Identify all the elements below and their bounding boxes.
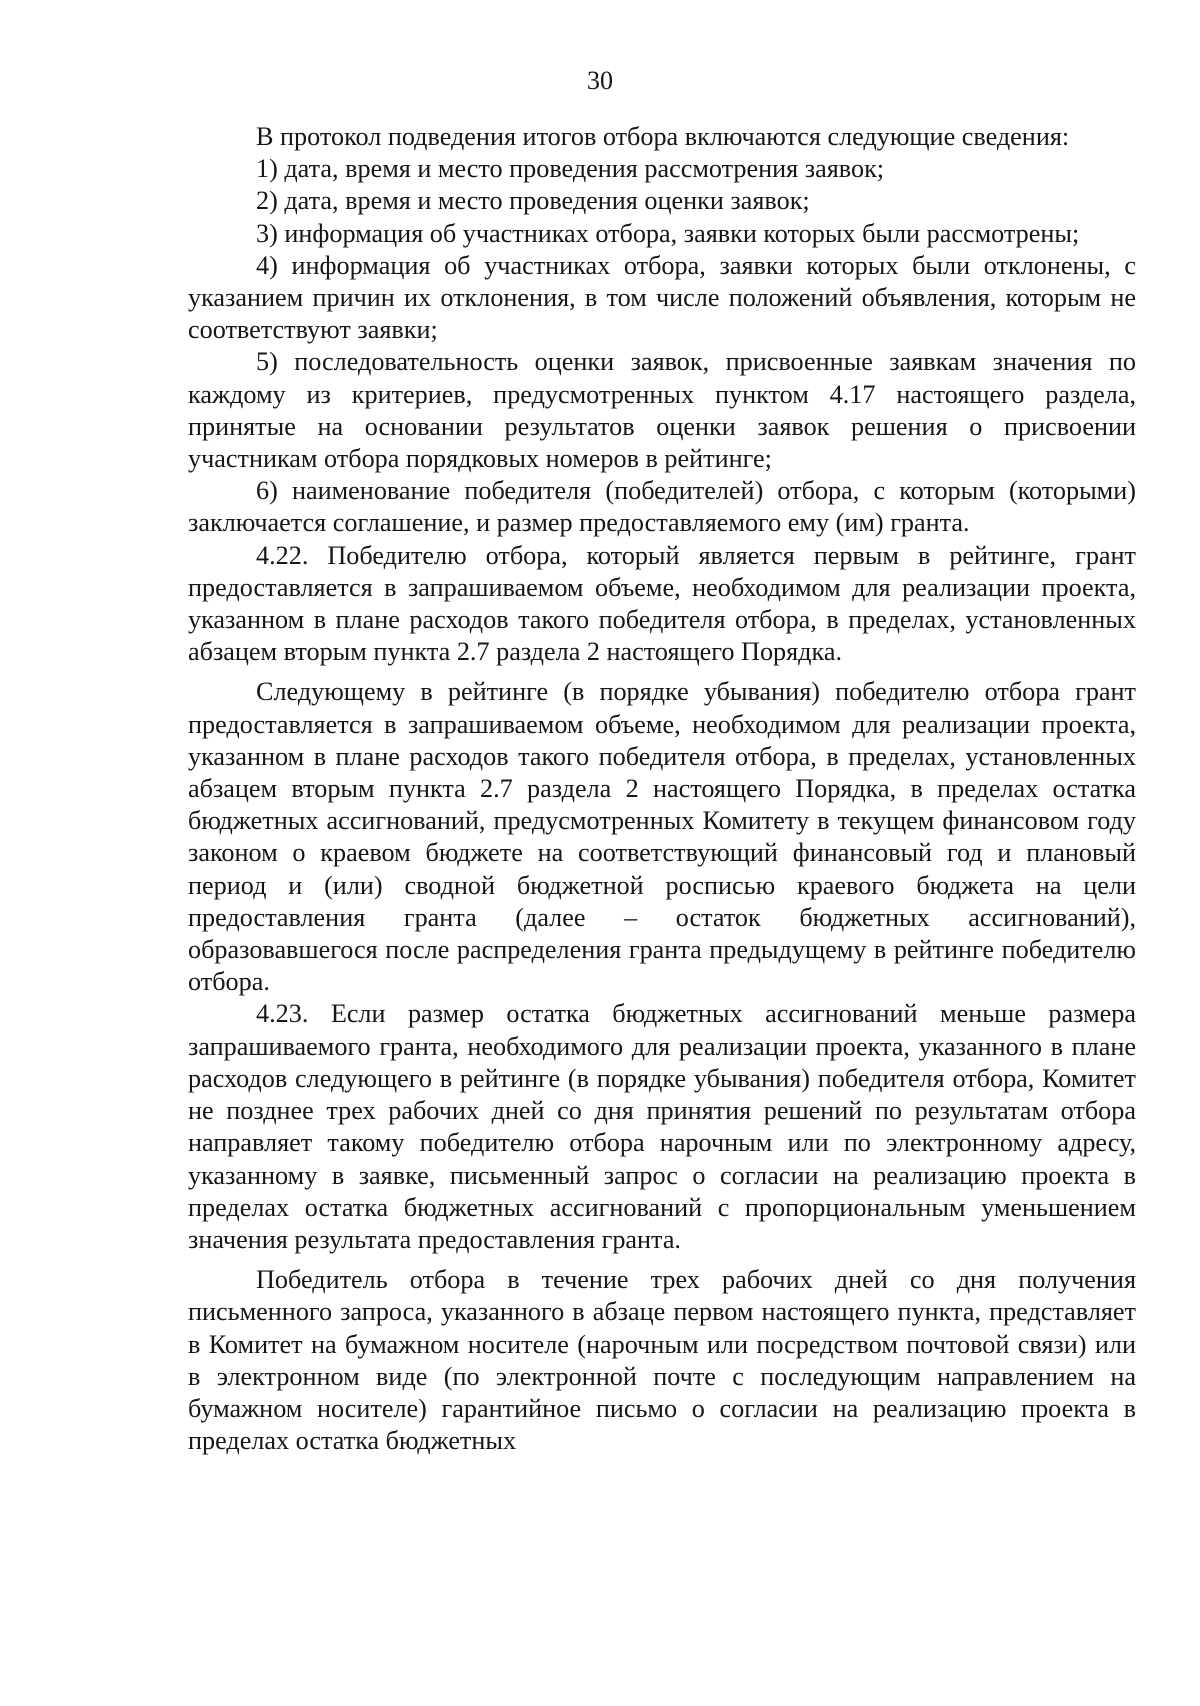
list-item-3: 3) информация об участниках отбора, заявки которых были рассмотрены; — [256, 218, 1080, 248]
paragraph-protocol-intro: В протокол подведения итогов отбора включаются следующие сведения: — [256, 122, 1070, 151]
paragraph-4-22: 4.22. Победителю отбора, который является первым в рейтинге, грант предоставляется в запрашиваемом объеме, необходимом для реализации проекта, указанном в плане расходов такого победителя отбора, в пределах, установленных абзацем вторым пункта 2.7 раздела 2 настоящего Порядка. — [188, 540, 1136, 667]
paragraph-next-winner: Следующему в рейтинге (в порядке убывания) победителю отбора грант предоставляется в запрашиваемом объеме, необходимом для реализации проекта, указанном в плане расходов такого победителя отбора, в пределах, установленных абзацем вторым пункта 2.7 раздела 2 настоящего Порядка, в пределах остатка бюджетных ассигнований, предусмотренных Комитету в текущем финансовом году законом о краевом бюджете на соответствующий финансовый год и плановый период и (или) сводной бюджетной росписью краевого бюджета на цели предоставления гранта (далее – остаток бюджетных ассигнований), образовавшегося после распределения гранта предыдущему в рейтинге победителю отбора. — [188, 677, 1136, 997]
paragraph-4-23: 4.23. Если размер остатка бюджетных ассигнований меньше размера запрашиваемого гранта, необходимого для реализации проекта, указанного в плане расходов следующего в рейтинге (в порядке убывания) победителя отбора, Комитет не позднее трех рабочих дней со дня принятия решений по результатам отбора направляет такому победителю отбора нарочным или по электронному адресу, указанному в заявке, письменный запрос о согласии на реализацию проекта в пределах остатка бюджетных ассигнований с пропорциональным уменьшением значения результата предоставления гранта. — [188, 999, 1136, 1254]
page-number: 30 — [587, 66, 613, 95]
list-item-4: 4) информация об участниках отбора, заявки которых были отклонены, с указанием причин их отклонения, в том числе положений объявления, которым не соответствуют заявки; — [188, 250, 1136, 345]
paragraph-winner-response: Победитель отбора в течение трех рабочих дней со дня получения письменного запроса, указанного в абзаце первом настоящего пункта, представляет в Комитет на бумажном носителе (нарочным или посредством почтовой связи) или в электронном виде (по электронной почте с последующим направлением на бумажном носителе) гарантийное письмо о согласии на реализацию проекта в пределах остатка бюджетных — [188, 1265, 1136, 1456]
list-item-5: 5) последовательность оценки заявок, присвоенные заявкам значения по каждому из критериев, предусмотренных пунктом 4.17 настоящего раздела, принятые на основании результатов оценки заявок решения о присвоении участникам отбора порядковых номеров в рейтинге; — [188, 347, 1136, 474]
list-item-2: 2) дата, время и место проведения оценки заявок; — [256, 186, 810, 216]
document-body — [188, 121, 1136, 1457]
list-item-1: 1) дата, время и место проведения рассмотрения заявок; — [256, 154, 885, 184]
list-item-6: 6) наименование победителя (победителей) отбора, с которым (которыми) заключается соглашение, и размер предоставляемого ему (им) гранта. — [188, 476, 1136, 538]
